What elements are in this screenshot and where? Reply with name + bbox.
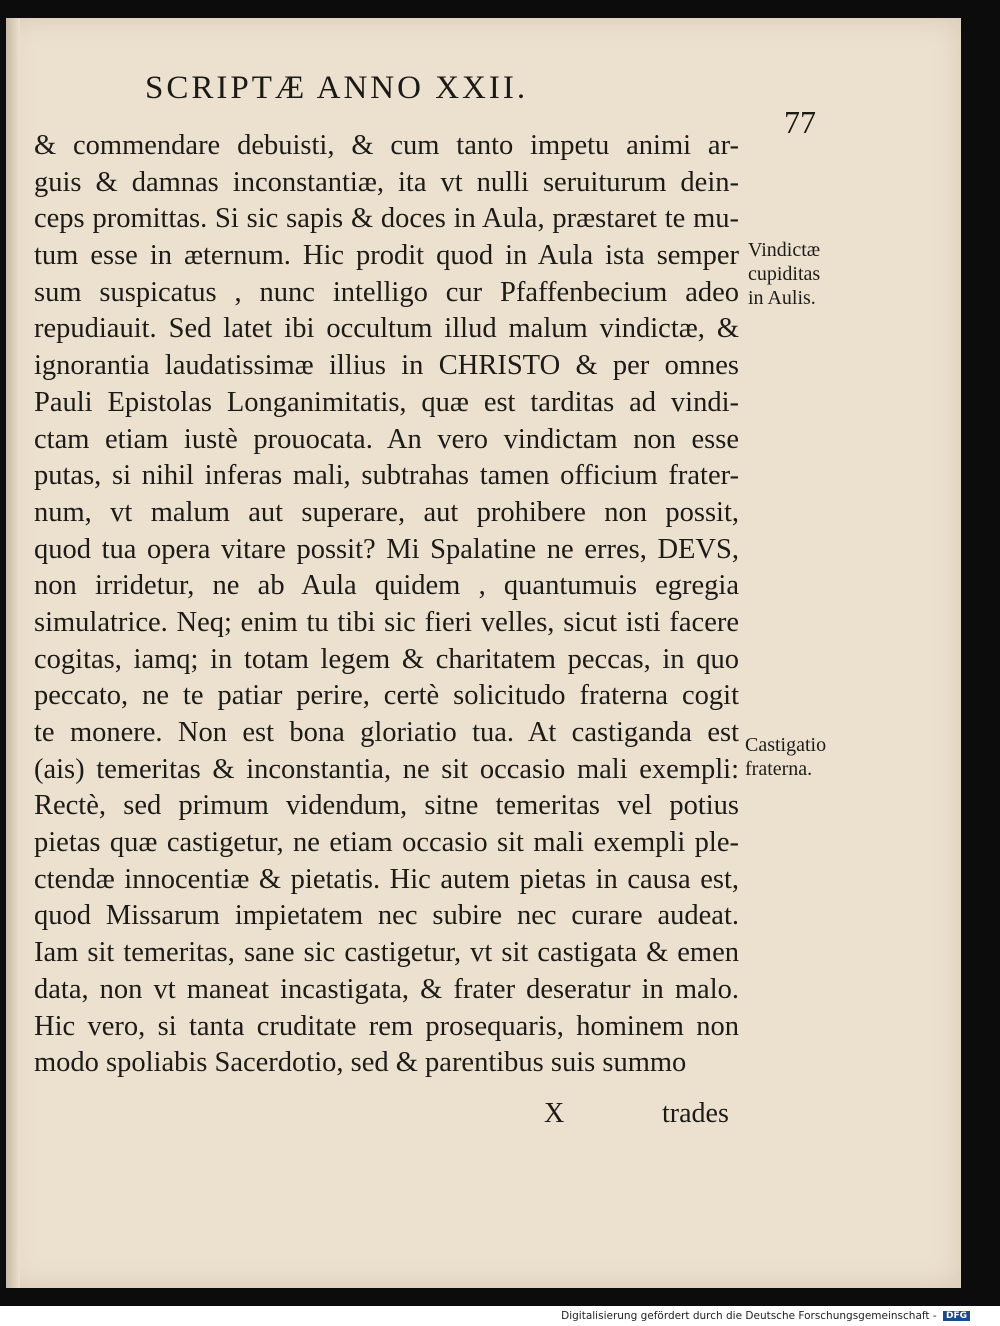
signature-mark: X bbox=[544, 1098, 565, 1129]
text-line: quod tua opera vitare possit? Mi Spalatine ne erres, DEVS, bbox=[34, 533, 739, 565]
text-line: Iam sit temeritas, sane sic castigetur, vt sit castigata & emen bbox=[34, 937, 739, 969]
text-line: (ais) temeritas & inconstantia, ne sit occasio mali exempli: bbox=[34, 753, 739, 785]
marginal-note-castigatio bbox=[745, 733, 826, 781]
text-line: data, non vt maneat incastigata, & frater deseratur in malo. bbox=[34, 973, 739, 1005]
page-number: 77 bbox=[784, 104, 816, 140]
catchword: trades bbox=[662, 1098, 729, 1129]
dfg-logo: DFG bbox=[943, 1311, 970, 1321]
text-line: te monere. Non est bona gloriatio tua. At castiganda est bbox=[34, 717, 739, 748]
text-line: non irridetur, ne ab Aula quidem , quantumuis egregia bbox=[34, 570, 739, 602]
text-line: ignorantia laudatissimæ illius in CHRISTO & per omnes bbox=[34, 350, 739, 382]
text-line: peccato, ne te patiar perire, certè solicitudo fraterna cogit bbox=[34, 680, 739, 712]
text-line: modo spoliabis Sacerdotio, sed & parentibus suis summo bbox=[34, 1047, 687, 1079]
text-line: pietas quæ castigetur, ne etiam occasio sit mali exempli ple- bbox=[34, 827, 739, 859]
marginal-note-line: cupiditas bbox=[748, 263, 821, 285]
digitization-credit bbox=[561, 1310, 970, 1322]
text-line: Hic vero, si tanta cruditate rem prosequaris, hominem non bbox=[34, 1010, 739, 1042]
text-line: ceps promittas. Si sic sapis & doces in Aula, præstaret te mu- bbox=[34, 203, 739, 235]
running-head: SCRIPTÆ ANNO XXII. bbox=[145, 70, 529, 106]
credit-text: Digitalisierung gefördert durch die Deutsche Forschungsgemeinschaft - bbox=[561, 1310, 937, 1322]
body-text bbox=[34, 128, 744, 1082]
text-line: ctam etiam iustè prouocata. An vero vindictam non esse bbox=[34, 423, 739, 455]
text-line: & commendare debuisti, & cum tanto impetu animi ar- bbox=[34, 130, 739, 161]
text-line: Pauli Epistolas Longanimitatis, quæ est tarditas ad vindi- bbox=[34, 386, 739, 418]
text-line: simulatrice. Neq; enim tu tibi sic fieri velles, sicut isti facere bbox=[34, 606, 739, 638]
text-line: sum suspicatus , nunc intelligo cur Pfaffenbecium adeo bbox=[34, 276, 739, 308]
page-gutter-shadow bbox=[6, 18, 20, 1288]
marginal-note-vindictae bbox=[748, 238, 820, 310]
text-line: ctendæ innocentiæ & pietatis. Hic autem pietas in causa est, bbox=[34, 863, 739, 895]
marginal-note-line: fraterna. bbox=[745, 758, 813, 780]
text-line: quod Missarum impietatem nec subire nec curare audeat. bbox=[34, 900, 739, 932]
text-line: putas, si nihil inferas mali, subtrahas tamen officium frater- bbox=[34, 460, 739, 492]
text-line: guis & damnas inconstantiæ, ita vt nulli seruiturum dein- bbox=[34, 166, 739, 198]
marginal-note-line: in Aulis. bbox=[748, 287, 816, 309]
text-line: tum esse in æternum. Hic prodit quod in Aula ista semper bbox=[34, 240, 739, 272]
text-line: repudiauit. Sed latet ibi occultum illud malum vindictæ, & bbox=[34, 313, 739, 345]
text-line: num, vt malum aut superare, aut prohibere non possit, bbox=[34, 496, 739, 528]
marginal-note-line: Vindictæ bbox=[748, 239, 821, 261]
text-line: cogitas, iamq; in totam legem & charitatem peccas, in quo bbox=[34, 643, 739, 675]
marginal-note-line: Castigatio bbox=[745, 734, 827, 756]
text-line: Rectè, sed primum videndum, sitne temeritas vel potius bbox=[34, 790, 739, 822]
